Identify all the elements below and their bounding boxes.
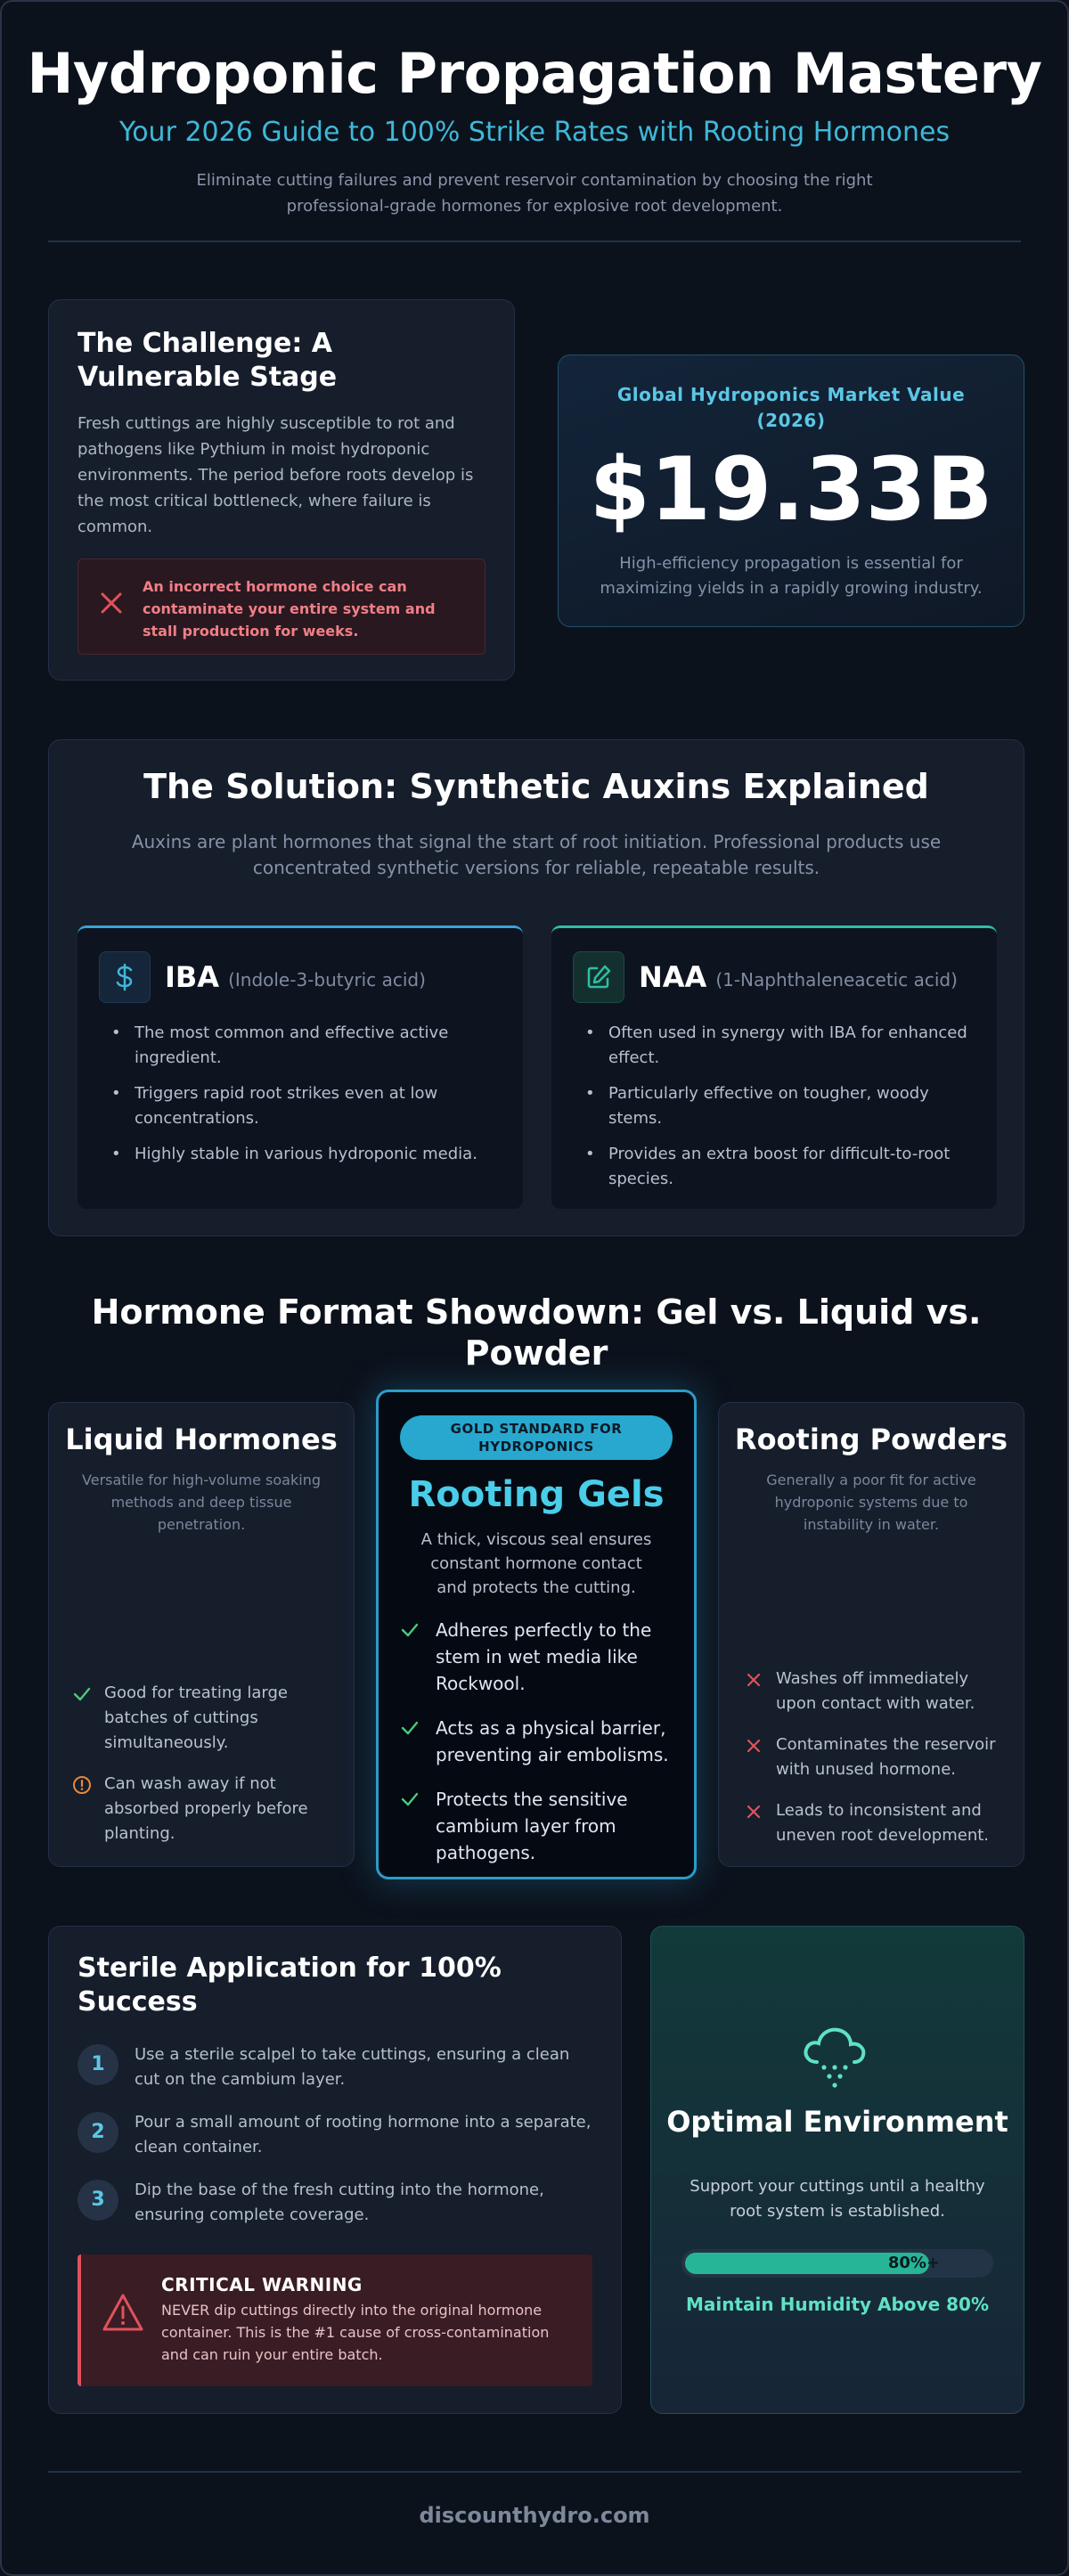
- step-number: 2: [78, 2112, 118, 2153]
- edit-icon: [573, 951, 624, 1003]
- humidity-cloud-icon: [797, 2021, 877, 2092]
- optimal-environment-card: [650, 1926, 1024, 2414]
- list-item: • Often used in synergy with IBA for enhanced effect.: [573, 1021, 975, 1071]
- challenge-alert: [78, 558, 486, 655]
- liquid-desc: Versatile for high-volume soaking methods and deep tissue penetration.: [82, 1471, 321, 1533]
- list-item: Can wash away if not absorbed properly before planting.: [72, 1772, 336, 1846]
- warning-title: CRITICAL WARNING: [161, 2274, 363, 2295]
- step-number: 1: [78, 2044, 118, 2085]
- liquid-hormones-card: [48, 1402, 355, 1867]
- check-icon: [72, 1684, 92, 1704]
- powder-desc: Generally a poor fit for active hydroponic systems due to instability in water.: [766, 1471, 976, 1533]
- step-text: Use a sterile scalpel to take cuttings, ensuring a clean cut on the cambium layer.: [135, 2045, 570, 2089]
- list-item: • Triggers rapid root strikes even at low concentrations.: [99, 1081, 502, 1131]
- solution-title: The Solution: Synthetic Auxins Explained: [143, 767, 929, 806]
- sterile-application-card: [48, 1926, 622, 2414]
- check-icon: [400, 1789, 420, 1809]
- x-icon: [98, 590, 125, 616]
- challenge-card: [48, 299, 515, 681]
- solution-lead: Auxins are plant hormones that signal the start of root initiation. Professional products use concentrated synthetic versions for reliable, repeatable results.: [131, 831, 942, 878]
- step-text: Dip the base of the fresh cutting into the hormone, ensuring complete coverage.: [135, 2181, 544, 2224]
- warning-triangle-icon: [101, 2292, 145, 2333]
- list-item: • Particularly effective on tougher, woody stems.: [573, 1081, 975, 1131]
- x-icon: [744, 1736, 763, 1756]
- challenge-body: Fresh cuttings are highly susceptible to rot and pathogens like Pythium in moist hydroponic environments. The period before roots develop is the most critical bottleneck, where failure is common.: [78, 414, 474, 536]
- check-icon: [400, 1620, 420, 1640]
- gel-desc: A thick, viscous seal ensures constant hormone contact and protects the cutting.: [420, 1530, 652, 1597]
- solution-card: [48, 739, 1024, 1236]
- list-item: Good for treating large batches of cuttings simultaneously.: [72, 1681, 336, 1756]
- warning-text: NEVER dip cuttings directly into the original hormone container. This is the #1 cause of cross-contamination and can ruin your entire batch.: [161, 2302, 550, 2363]
- market-note: High-efficiency propagation is essential for maximizing yields in a rapidly growing industry.: [600, 554, 983, 598]
- environment-title: Optimal Environment: [666, 2105, 1008, 2139]
- auxin-card-naa: [551, 925, 997, 1209]
- caution-icon: [72, 1775, 92, 1795]
- step-number: 3: [78, 2180, 118, 2221]
- auxin-scientific-name: (Indole-3-butyric acid): [228, 969, 426, 990]
- formats-title: Hormone Format Showdown: Gel vs. Liquid vs. Powder: [91, 1292, 982, 1373]
- auxin-name: IBA: [165, 960, 220, 994]
- rooting-gels-card: [376, 1390, 697, 1879]
- list-item: • The most common and effective active ingredient.: [99, 1021, 502, 1071]
- x-icon: [744, 1670, 763, 1690]
- gel-title: Rooting Gels: [408, 1474, 665, 1515]
- liquid-title: Liquid Hormones: [65, 1423, 338, 1456]
- step-text: Pour a small amount of rooting hormone into a separate, clean container.: [135, 2113, 592, 2156]
- gold-standard-badge: GOLD STANDARD FOR HYDROPONICS: [400, 1415, 673, 1460]
- sterile-title: Sterile Application for 100% Success: [78, 1952, 502, 2018]
- auxin-name: NAA: [639, 960, 707, 994]
- challenge-title: The Challenge: A Vulnerable Stage: [78, 328, 338, 393]
- market-value: $19.33B: [589, 439, 993, 541]
- challenge-alert-text: An incorrect hormone choice can contaminate your entire system and stall production for weeks.: [143, 578, 436, 640]
- auxin-scientific-name: (1-Naphthaleneacetic acid): [715, 969, 958, 990]
- environment-text: Support your cuttings until a healthy root system is established.: [690, 2177, 985, 2221]
- environment-caption: Maintain Humidity Above 80%: [686, 2294, 989, 2315]
- rooting-powders-card: [718, 1402, 1024, 1867]
- auxin-card-iba: [78, 925, 523, 1209]
- list-item: Protects the sensitive cambium layer from pathogens.: [400, 1786, 678, 1866]
- critical-warning: [78, 2254, 592, 2386]
- footer-divider: [48, 2471, 1021, 2473]
- page-subtitle: Your 2026 Guide to 100% Strike Rates with Rooting Hormones: [118, 117, 951, 148]
- page-lead: Eliminate cutting failures and prevent reservoir contamination by choosing the right professional-grade hormones for explosive root development.: [196, 171, 873, 216]
- list-item: • Provides an extra boost for difficult-to-root species.: [573, 1142, 975, 1192]
- step-item: [78, 2178, 592, 2228]
- list-item: Adheres perfectly to the stem in wet media like Rockwool.: [400, 1617, 678, 1697]
- dollar-icon: [99, 951, 151, 1003]
- page-header: [2, 2, 1067, 219]
- list-item: Acts as a physical barrier, preventing air embolisms.: [400, 1715, 678, 1768]
- x-icon: [744, 1802, 763, 1822]
- header-divider: [48, 240, 1021, 242]
- list-item: Washes off immediately upon contact with water.: [744, 1667, 1006, 1716]
- step-item: [78, 2110, 592, 2160]
- market-label: Global Hydroponics Market Value (2026): [616, 384, 966, 431]
- page-title: Hydroponic Propagation Mastery: [27, 41, 1042, 106]
- powder-title: Rooting Powders: [734, 1423, 1008, 1456]
- footer-site: discounthydro.com: [419, 2503, 650, 2528]
- step-item: [78, 2042, 592, 2092]
- humidity-progress-bar: [681, 2249, 993, 2278]
- list-item: Contaminates the reservoir with unused hormone.: [744, 1732, 1006, 1782]
- humidity-progress-label: 80%+: [887, 2254, 940, 2272]
- market-value-card: [558, 355, 1024, 627]
- check-icon: [400, 1718, 420, 1738]
- list-item: Leads to inconsistent and uneven root development.: [744, 1798, 1006, 1848]
- list-item: • Highly stable in various hydroponic media.: [99, 1142, 502, 1167]
